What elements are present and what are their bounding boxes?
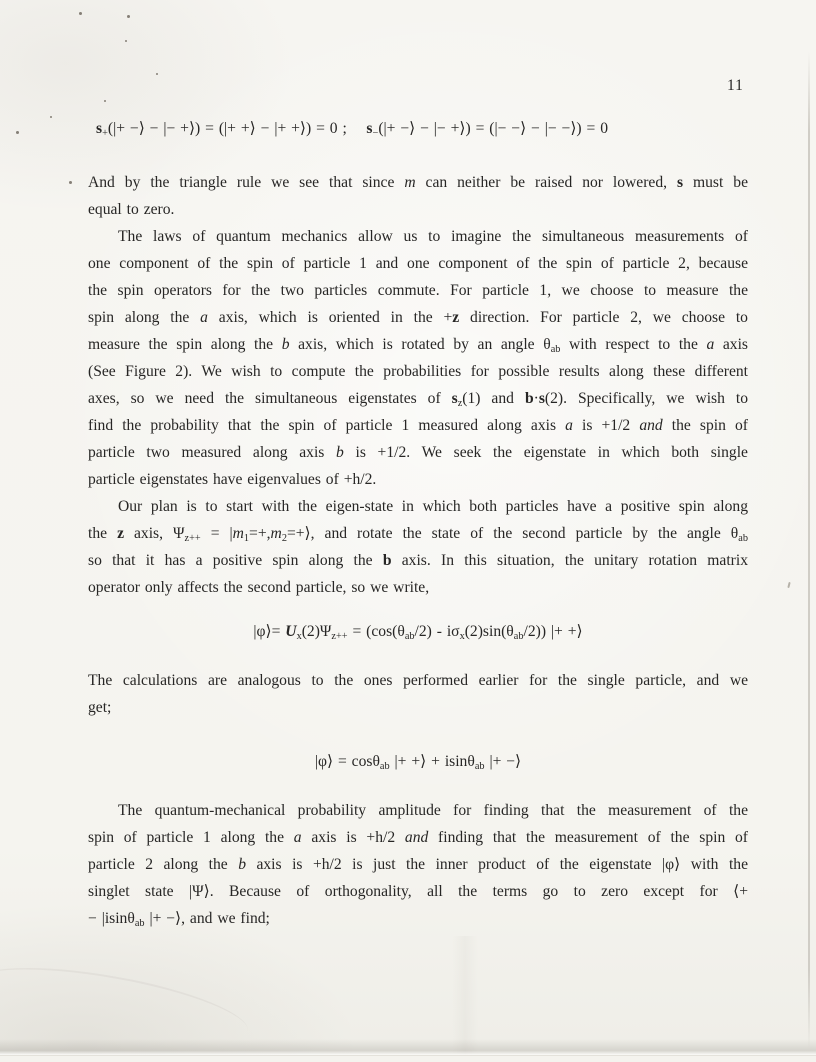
rotated-state-equation: |φ⟩ = cosθ$_{ab}$ |+ +⟩ + isinθ$_{ab}$ |+ −⟩	[314, 753, 522, 772]
probability-amplitude-paragraph-line-2: spin of particle 1 along the a axis is +h/2 and finding that the measurement of the spin of	[88, 829, 748, 846]
simultaneous-measurement-paragraph-line-5: measure the spin along the b axis, which is rotated by an angle $\theta_{ab}$ with respect to the a axis	[88, 336, 748, 355]
probability-amplitude-paragraph-line-3: particle 2 along the b axis is +h/2 is just the inner product of the eigenstate |φ⟩ with the	[88, 856, 749, 873]
simultaneous-measurement-paragraph-line-4: spin along the a axis, which is oriented in the +z direction. For particle 2, we choose to	[88, 309, 748, 326]
analogous-calculations-paragraph-line-1: The calculations are analogous to the ones performed earlier for the single particle, and we	[88, 672, 748, 689]
simultaneous-measurement-paragraph-line-7: axes, so we need the simultaneous eigenstates of $s_z(1)$ and b·s(2). Specifically, we wish to	[88, 390, 749, 409]
triangle-rule-paragraph	[88, 169, 748, 223]
simultaneous-measurement-paragraph-line-2: one component of the spin of particle 1 and one component of the spin of particle 2, because	[88, 255, 748, 272]
rotation-plan-paragraph	[88, 493, 748, 601]
analogous-calculations-paragraph-line-2: get;	[88, 699, 112, 716]
page-number: 11	[727, 77, 744, 94]
probability-amplitude-paragraph-line-1: The quantum-mechanical probability amplitude for finding that the measurement of the	[118, 802, 748, 819]
paper-crease	[452, 936, 478, 1056]
probability-amplitude-paragraph-line-4: singlet state |Ψ⟩. Because of orthogonality, all the terms go to zero except for ⟨+	[88, 883, 748, 900]
scan-speck	[156, 73, 158, 75]
simultaneous-measurement-paragraph-line-10: particle eigenstates have eigenvalues of +h/2.	[88, 471, 377, 488]
scan-speck	[16, 131, 19, 134]
scan-speck	[79, 12, 82, 15]
scan-tick-artifact	[787, 582, 790, 588]
analogous-calculations-paragraph	[88, 667, 748, 721]
simultaneous-measurement-paragraph	[88, 223, 748, 493]
rotation-operator-equation: |φ⟩= $U_x(2)\Psi_{z++} = (\cos(\theta_{ab}/2) - i\sigma_x(2)\sin(\theta_{ab}/2))$ |+ +⟩	[253, 623, 583, 642]
simultaneous-measurement-paragraph-line-8: find the probability that the spin of particle 1 measured along axis a is +1/2 and the spin of	[88, 417, 748, 434]
scan-speck	[127, 15, 130, 18]
simultaneous-measurement-paragraph-line-3: the spin operators for the two particles commute. For particle 1, we choose to measure the	[88, 282, 748, 299]
scan-bottom-shadow	[0, 1039, 816, 1056]
simultaneous-measurement-paragraph-line-9: particle two measured along axis b is +1/2. We seek the eigenstate in which both single	[88, 444, 748, 461]
probability-amplitude-paragraph	[88, 797, 748, 932]
triangle-rule-paragraph-line-2: equal to zero.	[88, 201, 175, 218]
simultaneous-measurement-paragraph-line-6: (See Figure 2). We wish to compute the probabilities for possible results along these different	[88, 363, 748, 380]
rotation-plan-paragraph-line-1: Our plan is to start with the eigen-state in which both particles have a positive spin along	[118, 498, 748, 515]
rotation-plan-paragraph-line-4: operator only affects the second particle, so we write,	[88, 579, 430, 596]
probability-amplitude-paragraph-line-5: − |isinθ$_{ab}$ |+ −⟩, and we find;	[88, 910, 270, 929]
scan-speck	[104, 100, 106, 102]
rotation-plan-paragraph-line-3: so that it has a positive spin along the b axis. In this situation, the unitary rotation matrix	[88, 552, 748, 569]
triangle-rule-paragraph-line-1: And by the triangle rule we see that since m can neither be raised nor lowered, s must be	[88, 174, 748, 191]
spin-ladder-equation: $s_+(|+$ −⟩ − |− +⟩) = (|+ +⟩ − |+ +⟩) = 0 ; $s_-(|+$ −⟩ − |− +⟩) = (|− −⟩ − |− −⟩) = 0	[96, 120, 609, 139]
scan-edge-line	[808, 52, 810, 1050]
rotation-plan-paragraph-line-2: the z axis, $\Psi_{z++}$ = $|m_1=+,m_2=+⟩$, and rotate the state of the second particle by the angle $\theta_{ab}$	[88, 525, 748, 544]
scan-speck	[69, 181, 72, 184]
document-body	[88, 115, 748, 932]
scan-speck	[125, 40, 127, 42]
scan-speck	[50, 116, 52, 118]
simultaneous-measurement-paragraph-line-1: The laws of quantum mechanics allow us to imagine the simultaneous measurements of	[118, 228, 748, 245]
